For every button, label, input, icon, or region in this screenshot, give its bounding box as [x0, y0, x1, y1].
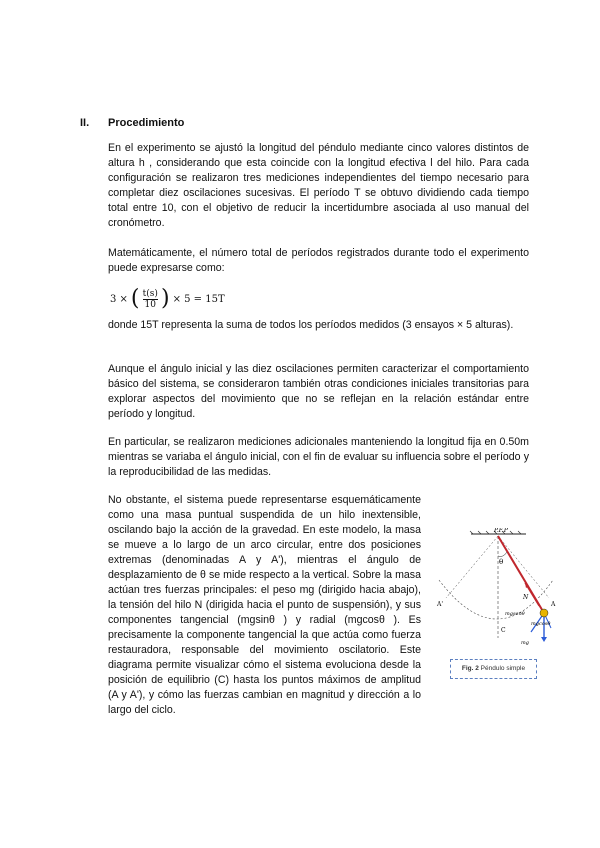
weight-label: mg: [521, 640, 529, 646]
tension-label: N: [523, 594, 529, 601]
support-label: P.F.P: [494, 528, 508, 534]
extreme-line-left: [446, 536, 498, 598]
extreme-line-right: [498, 536, 549, 598]
paragraph-math: Matemáticamente, el número total de períodos registrados durante todo el experimento puede expresarse como:: [108, 247, 529, 274]
paragraph-conditions: Aunque el ángulo inicial y las diez oscilaciones permiten caracterizar el comportamiento básico del sistema, se consideraron también otras condiciones iniciales transitorias para explorar aspectos del movimiento que no se reflejan en la relación estándar entre período y longitud.: [108, 363, 529, 420]
paragraph-model: No obstante, el sistema puede representarse esquemáticamente como una masa puntual suspendida de un hilo inextensible, oscilando bajo la acción de la gravedad. En este modelo, la masa se mueve a lo largo de un arco circular, entre dos posiciones extremas (denominadas A y A'), mientras el ángulo de desplazamiento de θ se mide respecto a la vertical. Sobre la masa actúan tres fuerzas principales: el peso mg (dirigido hacia abajo), la tensión del hilo N (dirigida hacia el punto de suspensión), y sus componentes tangencial (mgsinθ ) y radial (mgcosθ ). Es precisamente la componente tangencial la que actúa como fuerza restauradora, responsable del movimiento oscilatorio. Este diagrama permite visualizar cómo el sistema evoluciona desde la posición de equilibrio (C) hasta los puntos máximos de amplitud (A y A'), y cómo las fuerzas cambian en magnitud y dirección a lo largo del ciclo.: [108, 494, 421, 716]
label-a: A: [551, 601, 556, 608]
pendulum-bob: [540, 609, 548, 617]
pendulum-string: [498, 536, 544, 613]
figure-caption: [450, 659, 537, 679]
formula-numerator: t(s): [142, 288, 158, 299]
paragraph-15t: donde 15T representa la suma de todos los períodos medidos (3 ensayos × 5 alturas).: [108, 319, 514, 331]
formula-fraction: [143, 289, 158, 310]
formula-suffix: × 5 = 15T: [172, 293, 225, 305]
formula-denominator: 10: [144, 299, 156, 310]
section-number: II.: [80, 117, 90, 129]
theta-label: θ: [499, 558, 504, 566]
section-heading: [80, 117, 184, 129]
caption-text: Péndulo simple: [478, 665, 526, 672]
section-title: Procedimiento: [108, 117, 185, 129]
weight-arrowhead: [541, 637, 547, 642]
angle-arc: [498, 552, 507, 557]
period-formula: 3 × ( $\frac{t(s)}{10}$ ) × 5 = 15T: [110, 286, 225, 311]
label-a-prime: A': [437, 601, 443, 608]
radial-label: mgcosθ: [531, 621, 551, 627]
pendulum-diagram: [431, 528, 556, 648]
formula-prefix: 3 ×: [110, 293, 128, 305]
paragraph-intro: En el experimento se ajustó la longitud del péndulo mediante cinco valores distintos de altura h , considerando que esta coincide con la longitud efectiva l del hilo. Para cada configuración se realizaron tres mediciones independientes del tiempo necesario para completar diez oscilaciones sucesivas. El período T se obtuvo dividiendo cada tiempo total entre 10, con el objetivo de reducir la incertidumbre asociada al uso manual del cronómetro.: [108, 142, 529, 229]
label-c: C: [501, 627, 506, 634]
tangential-label: mgsenθ: [505, 611, 525, 617]
caption-number: Fig. 2: [461, 665, 479, 672]
paragraph-additional: En particular, se realizaron mediciones adicionales manteniendo la longitud fija en 0.50m mientras se variaba el ángulo inicial, con el fin de evaluar su influencia sobre el período y la reproducibilidad de las medidas.: [108, 436, 529, 478]
